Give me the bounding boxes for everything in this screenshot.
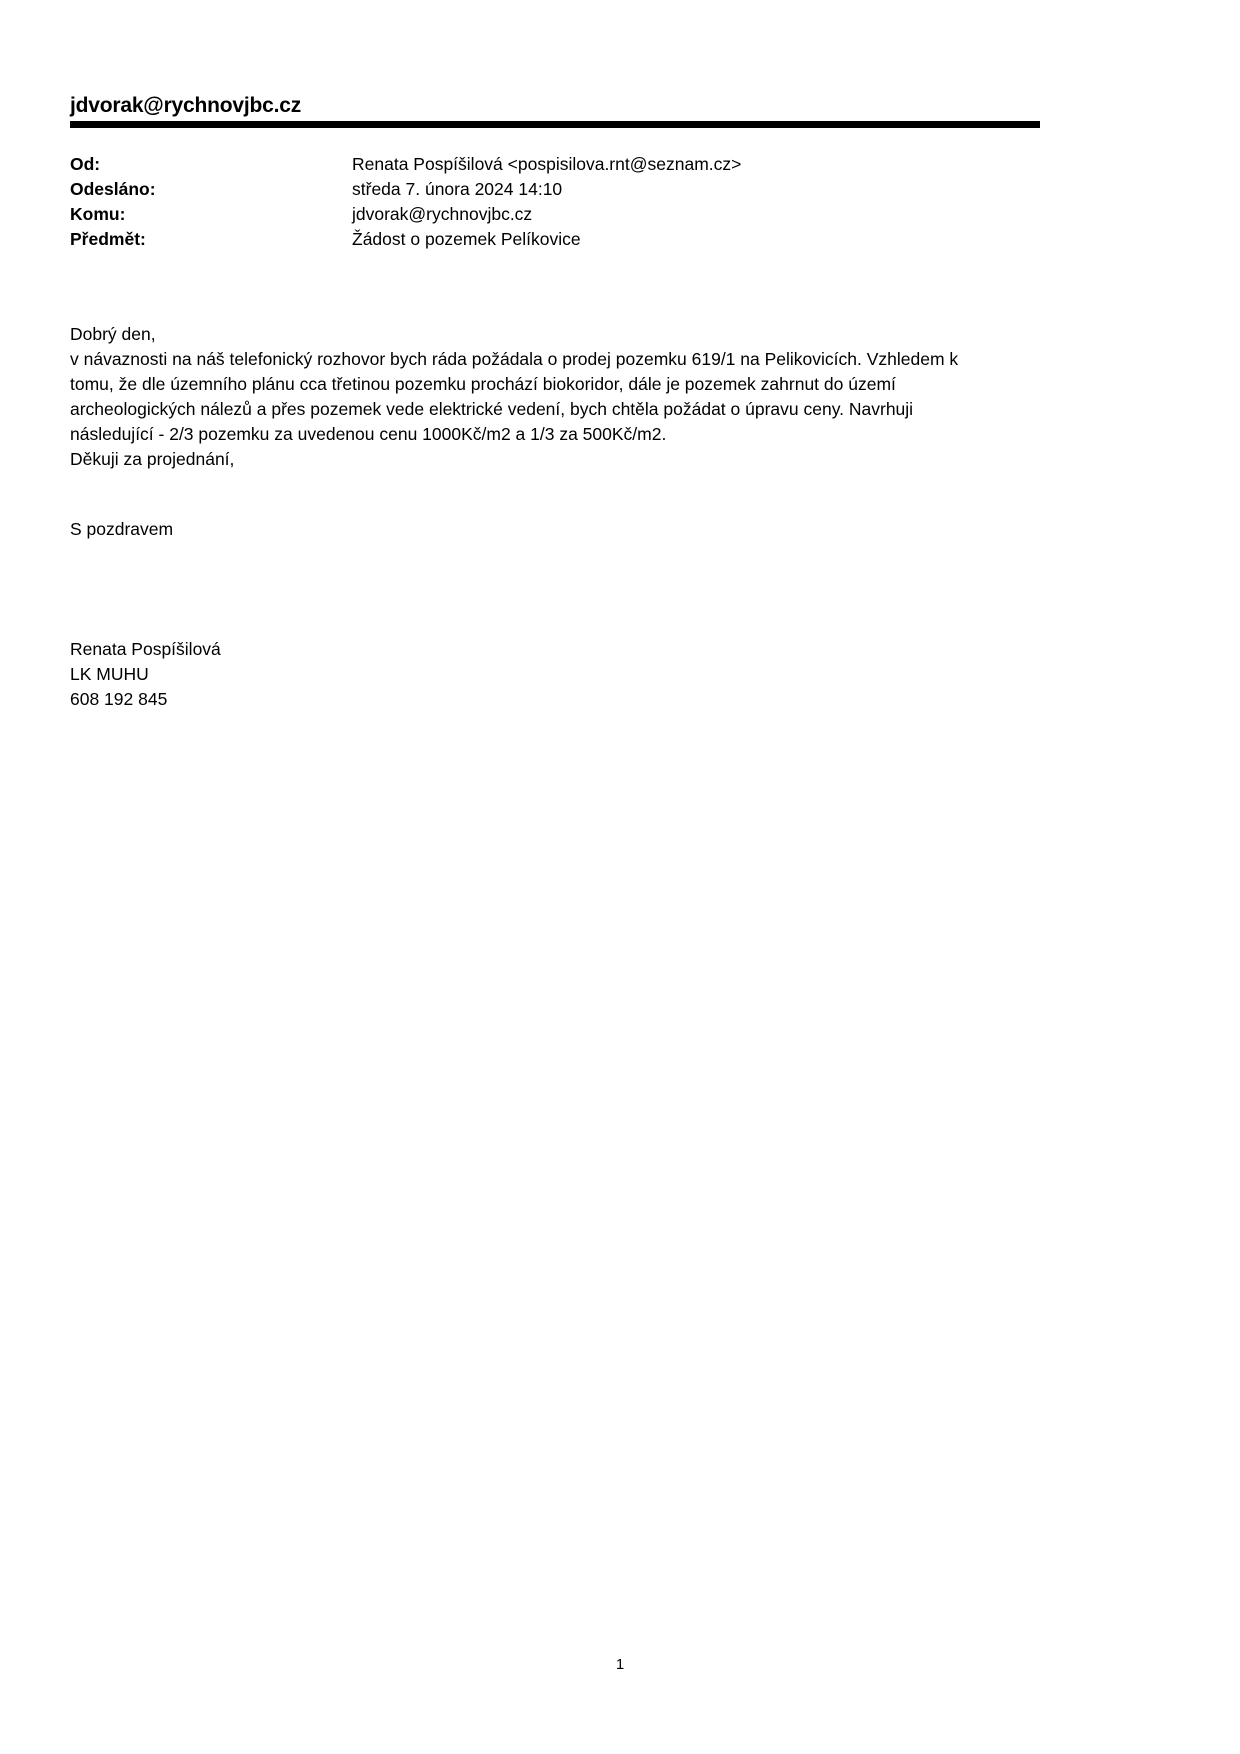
signature-block	[70, 637, 1022, 712]
to-value: jdvorak@rychnovjbc.cz	[352, 204, 533, 224]
field-row-subject	[70, 227, 1170, 252]
field-row-to	[70, 202, 1170, 227]
subject-label: Předmět:	[70, 229, 146, 249]
header-divider	[70, 121, 1040, 128]
body-line: tomu, že dle územního plánu cca třetinou pozemku prochází biokoridor, dále je pozemek zahrnut do území	[70, 374, 896, 394]
body-line: v návaznosti na náš telefonický rozhovor bych ráda požádala o prodej pozemku 619/1 na Pelikovicích. Vzhledem k	[70, 349, 959, 369]
thanks-line: Děkuji za projednání,	[70, 449, 235, 469]
email-body	[70, 322, 1022, 712]
email-header-fields	[70, 152, 1170, 252]
signature-phone: 608 192 845	[70, 689, 168, 709]
from-label: Od:	[70, 154, 101, 174]
signature-name: Renata Pospíšilová	[70, 639, 221, 659]
signature-org: LK MUHU	[70, 664, 149, 684]
to-label: Komu:	[70, 204, 126, 224]
subject-value: Žádost o pozemek Pelíkovice	[352, 229, 581, 249]
greeting: Dobrý den,	[70, 324, 156, 344]
sent-label: Odesláno:	[70, 179, 156, 199]
body-line: následující - 2/3 pozemku za uvedenou cenu 1000Kč/m2 a 1/3 za 500Kč/m2.	[70, 424, 667, 444]
page-number: 1	[615, 1656, 625, 1673]
field-row-sent	[70, 177, 1170, 202]
sent-value: středa 7. února 2024 14:10	[352, 179, 563, 199]
from-value: Renata Pospíšilová <pospisilova.rnt@seznam.cz>	[352, 154, 742, 174]
mailbox-title: jdvorak@rychnovjbc.cz	[70, 94, 302, 117]
closing: S pozdravem	[70, 519, 174, 539]
field-row-from	[70, 152, 1170, 177]
body-line: archeologických nálezů a přes pozemek vede elektrické vedení, bych chtěla požádat o úpravu ceny. Navrhuji	[70, 399, 914, 419]
